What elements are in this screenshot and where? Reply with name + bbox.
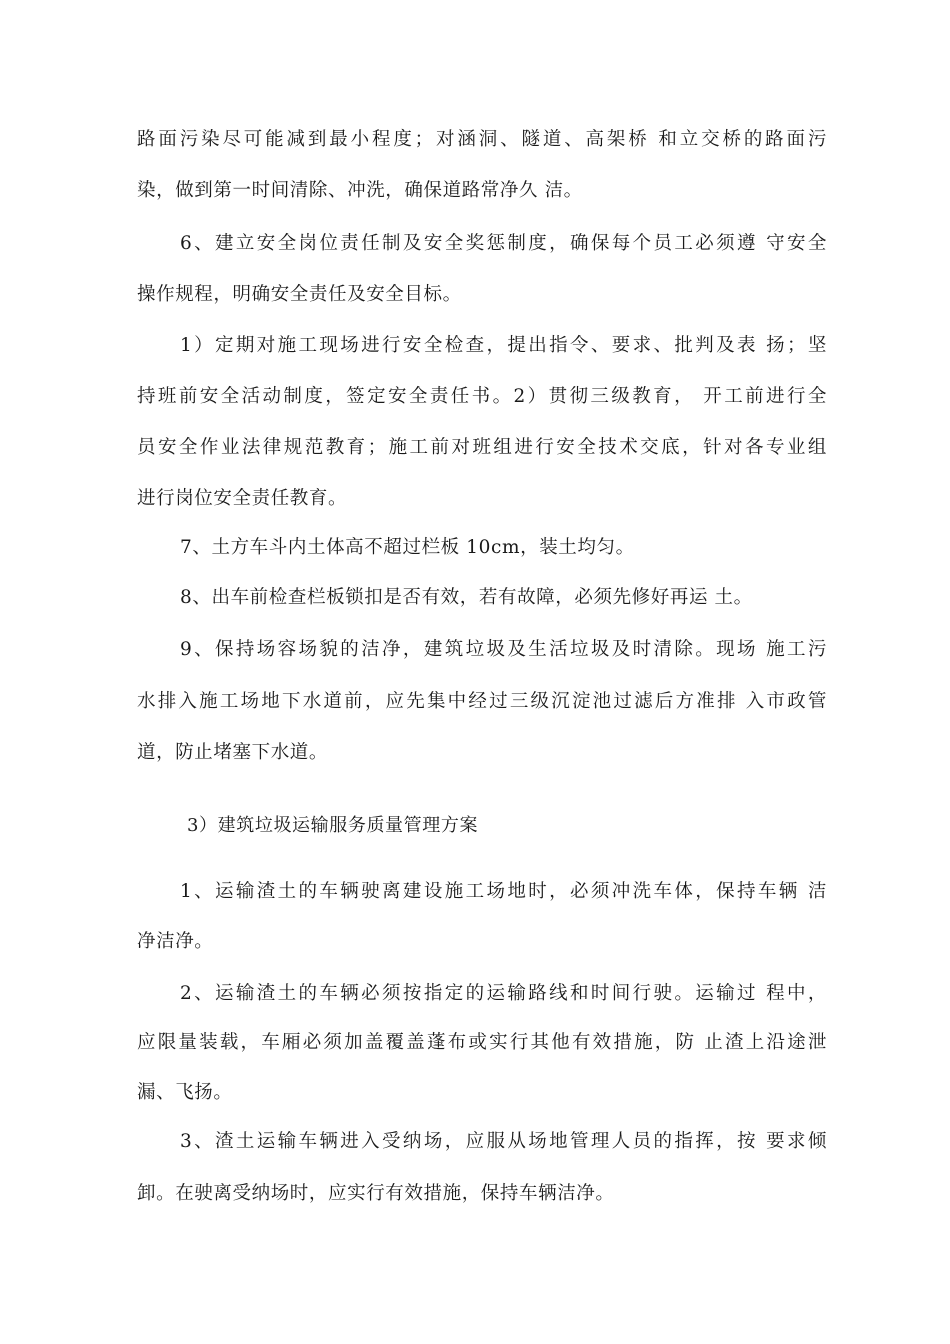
paragraph-line: 员安全作业法律规范教育；施工前对班组进行安全技术交底，针对各专业组 [137,437,827,458]
paragraph-line: 应限量装载，车厢必须加盖覆盖蓬布或实行其他有效措施，防 止渣上沿途泄 [137,1032,827,1053]
paragraph-line: 染，做到第一时间清除、冲洗，确保道路常净久 洁。 [137,180,583,201]
paragraph-line: 8、出车前检查栏板锁扣是否有效，若有故障，必须先修好再运 土。 [180,587,753,608]
paragraph-line: 9、保持场容场貌的洁净，建筑垃圾及生活垃圾及时清除。现场 施工污 [180,639,827,660]
paragraph-line: 2、运输渣土的车辆必须按指定的运输路线和时间行驶。运输过 程中， [180,983,827,1004]
paragraph-line: 持班前安全活动制度，签定安全责任书。2）贯彻三级教育， 开工前进行全 [137,386,827,407]
paragraph-line: 路面污染尽可能减到最小程度；对涵洞、隧道、高架桥 和立交桥的路面污 [137,129,827,150]
paragraph-line: 操作规程，明确安全责任及安全目标。 [137,284,462,305]
paragraph-line: 道，防止堵塞下水道。 [137,742,329,763]
paragraph-line: 1）定期对施工现场进行安全检查，提出指令、要求、批判及表 扬；坚 [180,335,827,356]
paragraph-line: 卸。在驶离受纳场时，应实行有效措施，保持车辆洁净。 [137,1183,615,1204]
section-heading: 3）建筑垃圾运输服务质量管理方案 [187,815,479,836]
paragraph-line: 3、渣土运输车辆进入受纳场，应服从场地管理人员的指挥，按 要求倾 [180,1131,827,1152]
paragraph-line: 1、运输渣土的车辆驶离建设施工场地时，必须冲洗车体，保持车辆 洁 [180,881,827,902]
paragraph-line: 进行岗位安全责任教育。 [137,488,348,509]
paragraph-line: 水排入施工场地下水道前，应先集中经过三级沉淀池过滤后方准排 入市政管 [137,691,827,712]
paragraph-line: 7、土方车斗内土体高不超过栏板 10cm，装土均匀。 [180,537,635,558]
paragraph-line: 净洁净。 [137,931,214,952]
paragraph-line: 漏、飞扬。 [137,1082,233,1103]
paragraph-line: 6、建立安全岗位责任制及安全奖惩制度，确保每个员工必须遵 守安全 [180,233,827,254]
